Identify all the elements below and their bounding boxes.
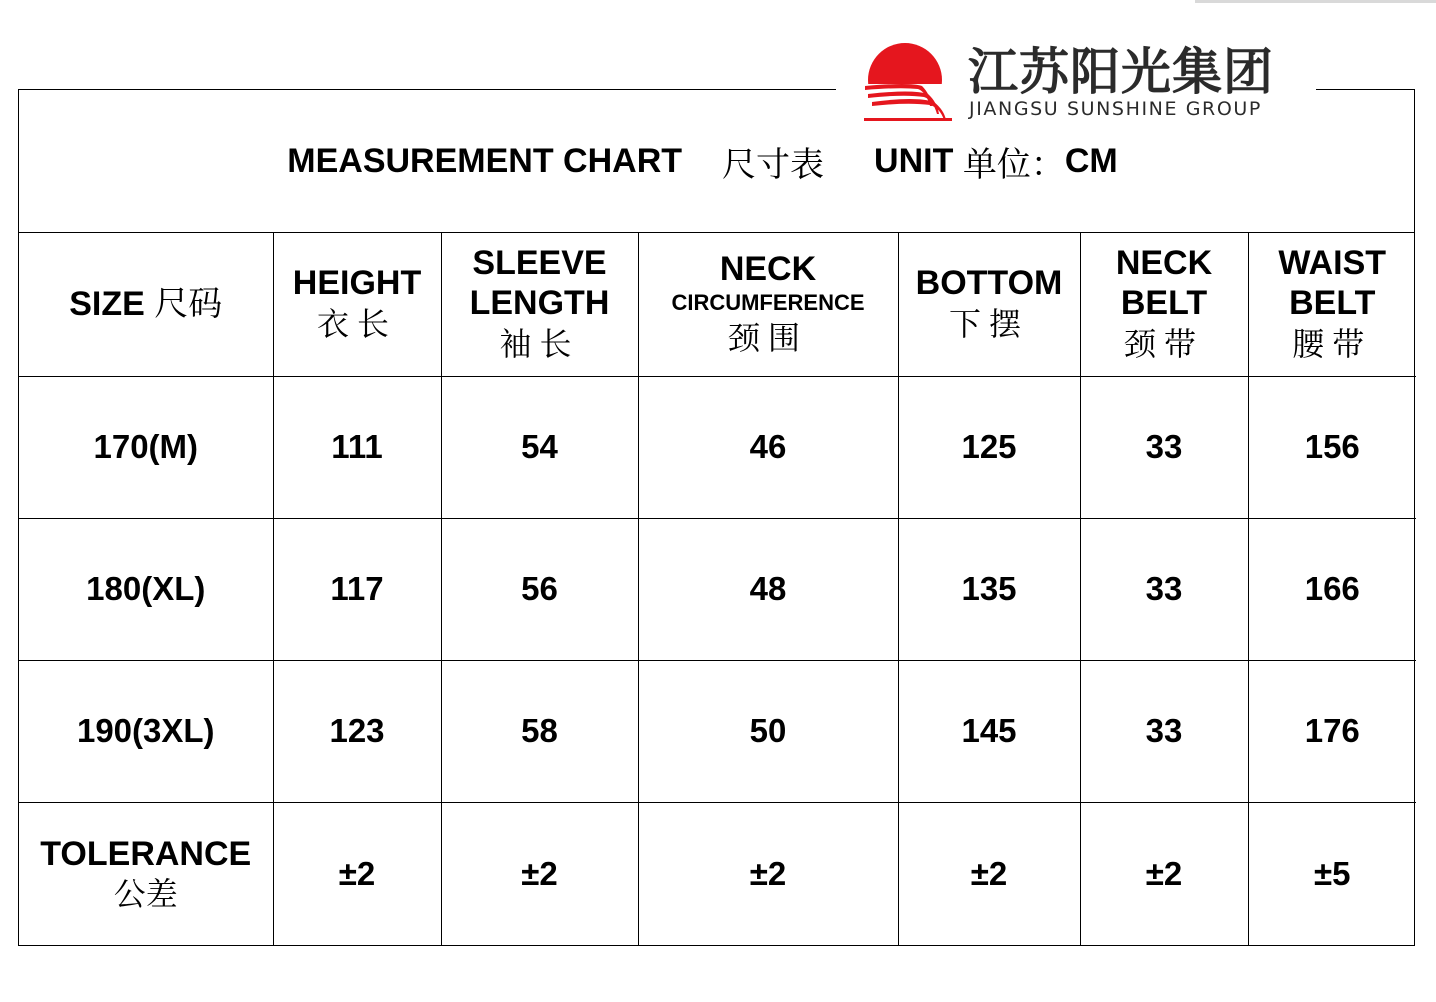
title-english: MEASUREMENT CHART: [287, 141, 683, 180]
header-size: [19, 233, 273, 376]
neck-belt-cell: 33: [1080, 376, 1248, 518]
header-neck-circumference: [638, 233, 898, 376]
height-cell: 123: [273, 660, 441, 802]
header-sleeve-cn: 袖长: [499, 325, 580, 364]
size-cell: 170(M): [19, 376, 273, 518]
header-height-cn: 衣长: [316, 305, 397, 344]
size-cell: 180(XL): [19, 518, 273, 660]
header-row: [19, 233, 1416, 376]
neck-belt-cell: 33: [1080, 518, 1248, 660]
sunrise-logo-icon: [860, 42, 956, 122]
header-neck-belt-en1: NECK: [1115, 244, 1213, 283]
tolerance-row: [19, 802, 1416, 945]
header-sleeve-en2: LENGTH: [469, 284, 610, 323]
sleeve-length-cell: 56: [441, 518, 638, 660]
header-neck-circ-en2: CIRCUMFERENCE: [671, 290, 865, 316]
header-bottom-cn: 下摆: [948, 305, 1029, 344]
header-bottom-en: BOTTOM: [915, 264, 1063, 303]
neck-circumference-cell: 50: [638, 660, 898, 802]
waist-belt-cell: 166: [1248, 518, 1416, 660]
measurement-table: [19, 233, 1416, 945]
table-row: [19, 660, 1416, 802]
waist-belt-cell: 176: [1248, 660, 1416, 802]
tolerance-label: [19, 802, 273, 945]
header-neck-circ-cn: 颈围: [727, 319, 808, 358]
tolerance-label-cn: 公差: [113, 874, 178, 913]
header-waist-belt: [1248, 233, 1416, 376]
bottom-cell: 125: [898, 376, 1080, 518]
header-size-en: SIZE: [69, 285, 145, 324]
unit-label-chinese: 单位：: [962, 144, 1065, 185]
height-cell: 111: [273, 376, 441, 518]
logo-chinese-name: 江苏阳光集团: [968, 43, 1274, 101]
header-sleeve-length: [441, 233, 638, 376]
measurement-chart: [18, 89, 1415, 946]
tolerance-height-cell: ±2: [273, 802, 441, 945]
height-cell: 117: [273, 518, 441, 660]
header-height: [273, 233, 441, 376]
header-bottom: [898, 233, 1080, 376]
table-row: [19, 376, 1416, 518]
header-neck-belt-cn: 颈带: [1123, 325, 1204, 364]
tolerance-sleeve-length-cell: ±2: [441, 802, 638, 945]
neck-belt-cell: 33: [1080, 660, 1248, 802]
tolerance-waist-belt-cell: ±5: [1248, 802, 1416, 945]
title-chinese: 尺寸表: [722, 144, 825, 185]
company-logo: [836, 38, 1316, 128]
logo-english-name: JIANGSU SUNSHINE GROUP: [969, 98, 1262, 120]
header-waist-belt-en1: WAIST: [1278, 244, 1387, 283]
header-height-en: HEIGHT: [292, 264, 422, 303]
bottom-cell: 145: [898, 660, 1080, 802]
tolerance-bottom-cell: ±2: [898, 802, 1080, 945]
waist-belt-cell: 156: [1248, 376, 1416, 518]
header-neck-circ-en1: NECK: [719, 250, 817, 289]
header-waist-belt-cn: 腰带: [1292, 325, 1373, 364]
sleeve-length-cell: 54: [441, 376, 638, 518]
header-neck-belt-en2: BELT: [1120, 284, 1208, 323]
table-row: [19, 518, 1416, 660]
header-neck-belt: [1080, 233, 1248, 376]
tolerance-neck-belt-cell: ±2: [1080, 802, 1248, 945]
neck-circumference-cell: 48: [638, 518, 898, 660]
neck-circumference-cell: 46: [638, 376, 898, 518]
tolerance-label-en: TOLERANCE: [40, 834, 252, 873]
header-waist-belt-en2: BELT: [1289, 284, 1376, 323]
top-edge-bar: [1195, 0, 1436, 3]
sleeve-length-cell: 58: [441, 660, 638, 802]
size-cell: 190(3XL): [19, 660, 273, 802]
bottom-cell: 135: [898, 518, 1080, 660]
tolerance-neck-circumference-cell: ±2: [638, 802, 898, 945]
header-sleeve-en1: SLEEVE: [472, 244, 607, 283]
unit-label: UNIT: [874, 141, 954, 180]
header-size-cn: 尺码: [154, 284, 223, 325]
unit-value: CM: [1064, 141, 1118, 180]
